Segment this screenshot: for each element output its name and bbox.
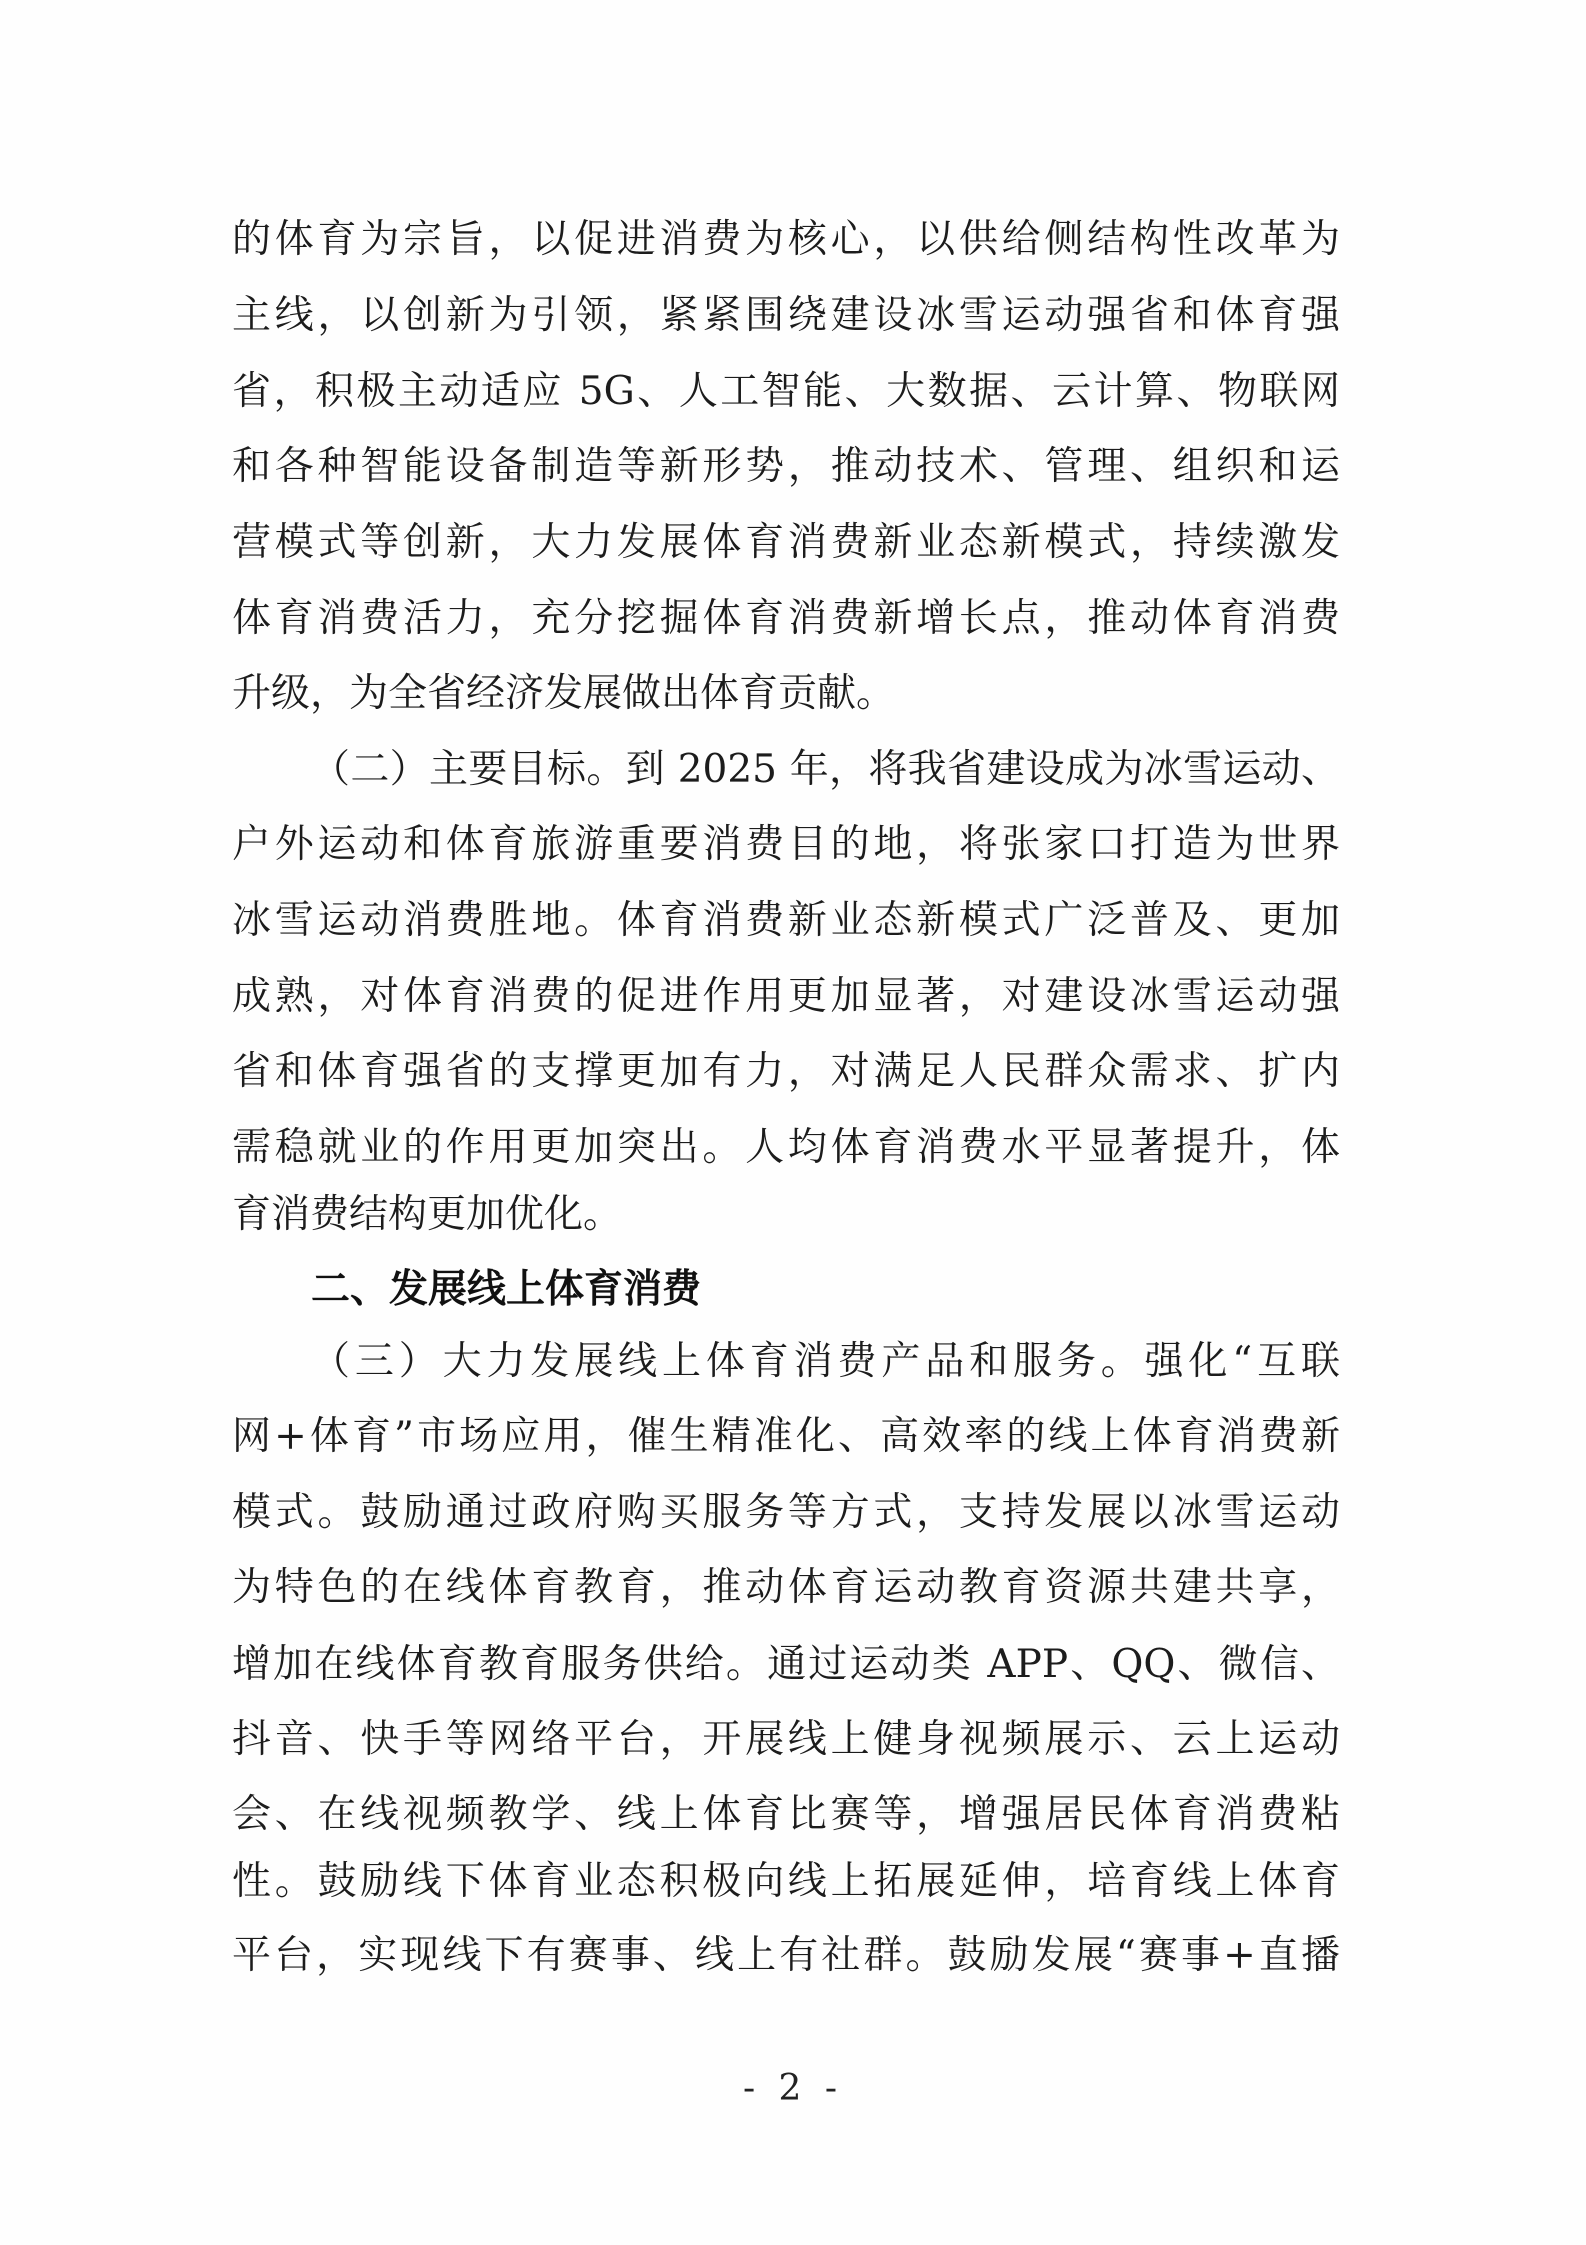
paragraph-2-line-4: 成熟，对体育消费的促进作用更加显著，对建设冰雪运动强 — [232, 974, 1340, 1019]
paragraph-1-line-3: 省，积极主动适应 5G、人工智能、大数据、云计算、物联网 — [232, 369, 1340, 414]
paragraph-3-line-4: 为特色的在线体育教育，推动体育运动教育资源共建共享， — [232, 1565, 1340, 1610]
paragraph-2-line-7: 育消费结构更加优化。 — [232, 1192, 623, 1237]
paragraph-1-line-4: 和各种智能设备制造等新形势，推动技术、管理、组织和运 — [232, 444, 1340, 489]
paragraph-2-line-3: 冰雪运动消费胜地。体育消费新业态新模式广泛普及、更加 — [232, 898, 1340, 943]
paragraph-2-line-5: 省和体育强省的支撑更加有力，对满足人民群众需求、扩内 — [232, 1049, 1340, 1094]
paragraph-1-line-7: 升级，为全省经济发展做出体育贡献。 — [232, 671, 896, 716]
paragraph-2-line-1: （二）主要目标。到 2025 年，将我省建设成为冰雪运动、 — [311, 747, 1340, 792]
page-number: - 2 - — [742, 2068, 844, 2109]
paragraph-3-line-7: 会、在线视频教学、线上体育比赛等，增强居民体育消费粘 — [232, 1792, 1340, 1837]
paragraph-3-line-1: （三）大力发展线上体育消费产品和服务。强化“互联 — [311, 1339, 1340, 1384]
paragraph-3-line-6: 抖音、快手等网络平台，开展线上健身视频展示、云上运动 — [232, 1717, 1340, 1762]
paragraph-1-line-6: 体育消费活力，充分挖掘体育消费新增长点，推动体育消费 — [232, 596, 1340, 641]
paragraph-1-line-5: 营模式等创新，大力发展体育消费新业态新模式，持续激发 — [232, 520, 1340, 565]
paragraph-1-line-2: 主线，以创新为引领，紧紧围绕建设冰雪运动强省和体育强 — [232, 293, 1340, 338]
paragraph-3-line-2: 网+体育”市场应用，催生精准化、高效率的线上体育消费新 — [232, 1414, 1340, 1459]
paragraph-3-line-5: 增加在线体育教育服务供给。通过运动类 APP、QQ、微信、 — [232, 1642, 1340, 1687]
paragraph-3-line-3: 模式。鼓励通过政府购买服务等方式，支持发展以冰雪运动 — [232, 1490, 1340, 1535]
paragraph-2-line-6: 需稳就业的作用更加突出。人均体育消费水平显著提升，体 — [232, 1125, 1340, 1170]
paragraph-3-line-9: 平台，实现线下有赛事、线上有社群。鼓励发展“赛事+直播 — [232, 1933, 1340, 1978]
paragraph-2-line-2: 户外运动和体育旅游重要消费目的地，将张家口打造为世界 — [232, 822, 1340, 867]
paragraph-3-line-8: 性。鼓励线下体育业态积极向线上拓展延伸，培育线上体育 — [232, 1859, 1340, 1904]
paragraph-1-line-1: 的体育为宗旨，以促进消费为核心，以供给侧结构性改革为 — [232, 217, 1340, 262]
section-heading: 二、发展线上体育消费 — [311, 1267, 702, 1312]
